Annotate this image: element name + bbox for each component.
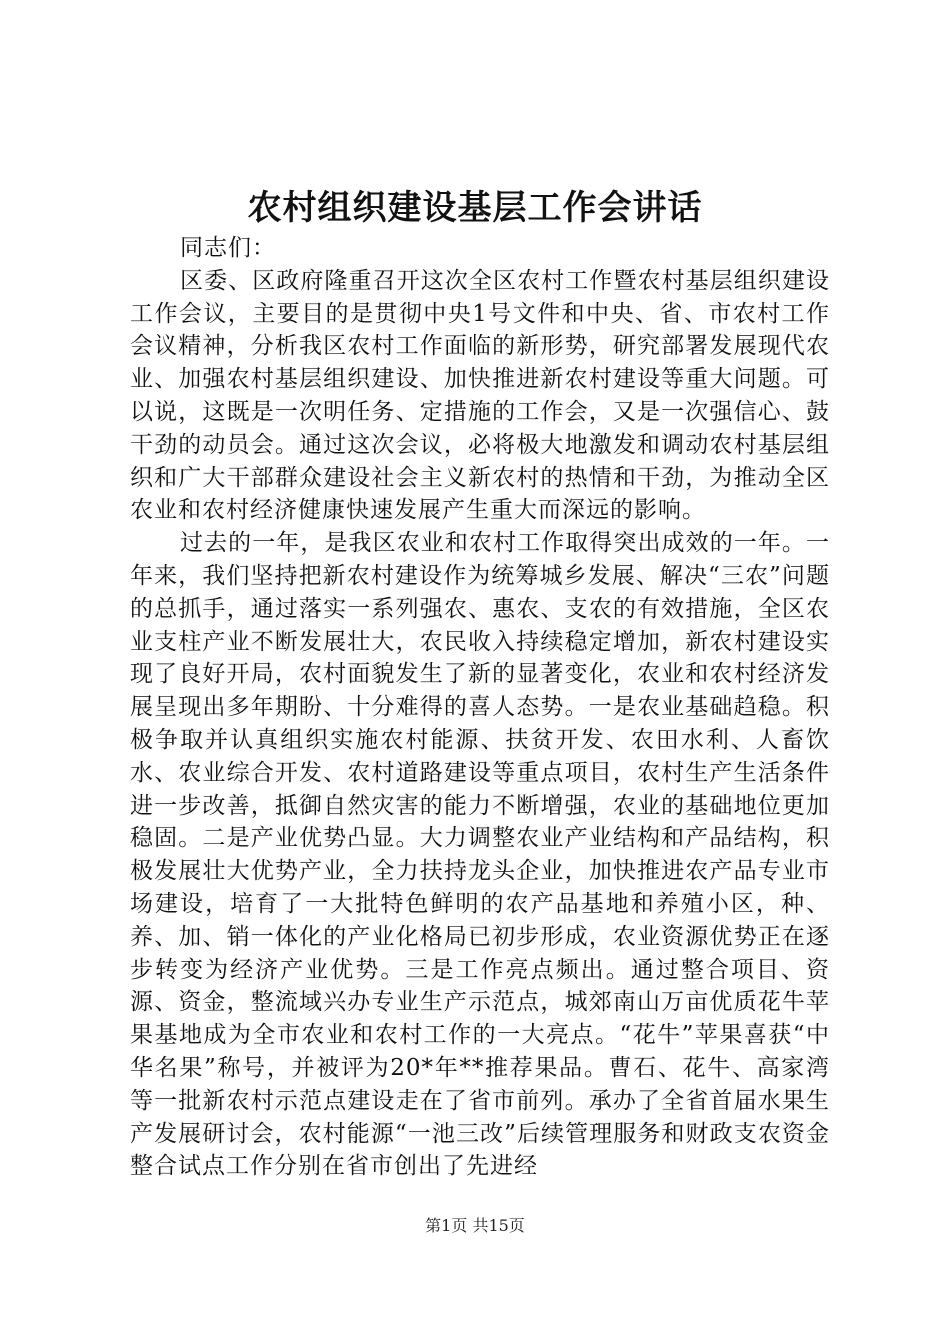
greeting-line: 同志们： [180, 235, 276, 261]
paragraph-1: 区委、区政府隆重召开这次全区农村工作暨农村基层组织建设工作会议，主要目的是贯彻中央1号文件和中央、省、市农村工作会议精神，分析我区农村工作面临的新形势，研究部署发展现代农业、加强农村基层组织建设、加快推进新农村建设等重大问题。可以说，这既是一次明任务、定措施的工作会，又是一次强信心、鼓干劲的动员会。通过这次会议，必将极大地激发和调动农村基层组织和广大干部群众建设社会主义新农村的热情和干劲，为推动全区农业和农村经济健康快速发展产生重大而深远的影响。 [130, 267, 830, 524]
paragraph-2: 过去的一年，是我区农业和农村工作取得突出成效的一年。一年来，我们坚持把新农村建设作为统筹城乡发展、解决“三农”问题的总抓手，通过落实一系列强农、惠农、支农的有效措施，全区农业支柱产业不断发展壮大，农民收入持续稳定增加，新农村建设实现了良好开局，农村面貌发生了新的显著变化，农业和农村经济发展呈现出多年期盼、十分难得的喜人态势。一是农业基础趋稳。积极争取并认真组织实施农村能源、扶贫开发、农田水利、人畜饮水、农业综合开发、农村道路建设等重点项目，农村生产生活条件进一步改善，抵御自然灾害的能力不断增强，农业的基础地位更加稳固。二是产业优势凸显。大力调整农业产业结构和产品结构，积极发展壮大优势产业，全力扶持龙头企业，加快推进农产品专业市场建设，培育了一大批特色鲜明的农产品基地和养殖小区，种、养、加、销一体化的产业化格局已初步形成，农业资源优势正在逐步转变为经济产业优势。三是工作亮点频出。通过整合项目、资源、资金，整流域兴办专业生产示范点，城郊南山万亩优质花牛苹果基地成为全市农业和农村工作的一大亮点。“花牛”苹果喜获“中华名果”称号，并被评为20*年**推荐果品。曹石、花牛、高家湾等一批新农村示范点建设走在了省市前列。承办了全省首届水果生产发展研讨会，农村能源“一池三改”后续管理服务和财政支农资金整合试点工作分别在省市创出了先进经 [130, 530, 830, 1180]
document-title: 农村组织建设基层工作会讲话 [247, 188, 703, 228]
page-number-footer: 第1页 共15页 [425, 1216, 525, 1235]
document-body [130, 232, 830, 1183]
